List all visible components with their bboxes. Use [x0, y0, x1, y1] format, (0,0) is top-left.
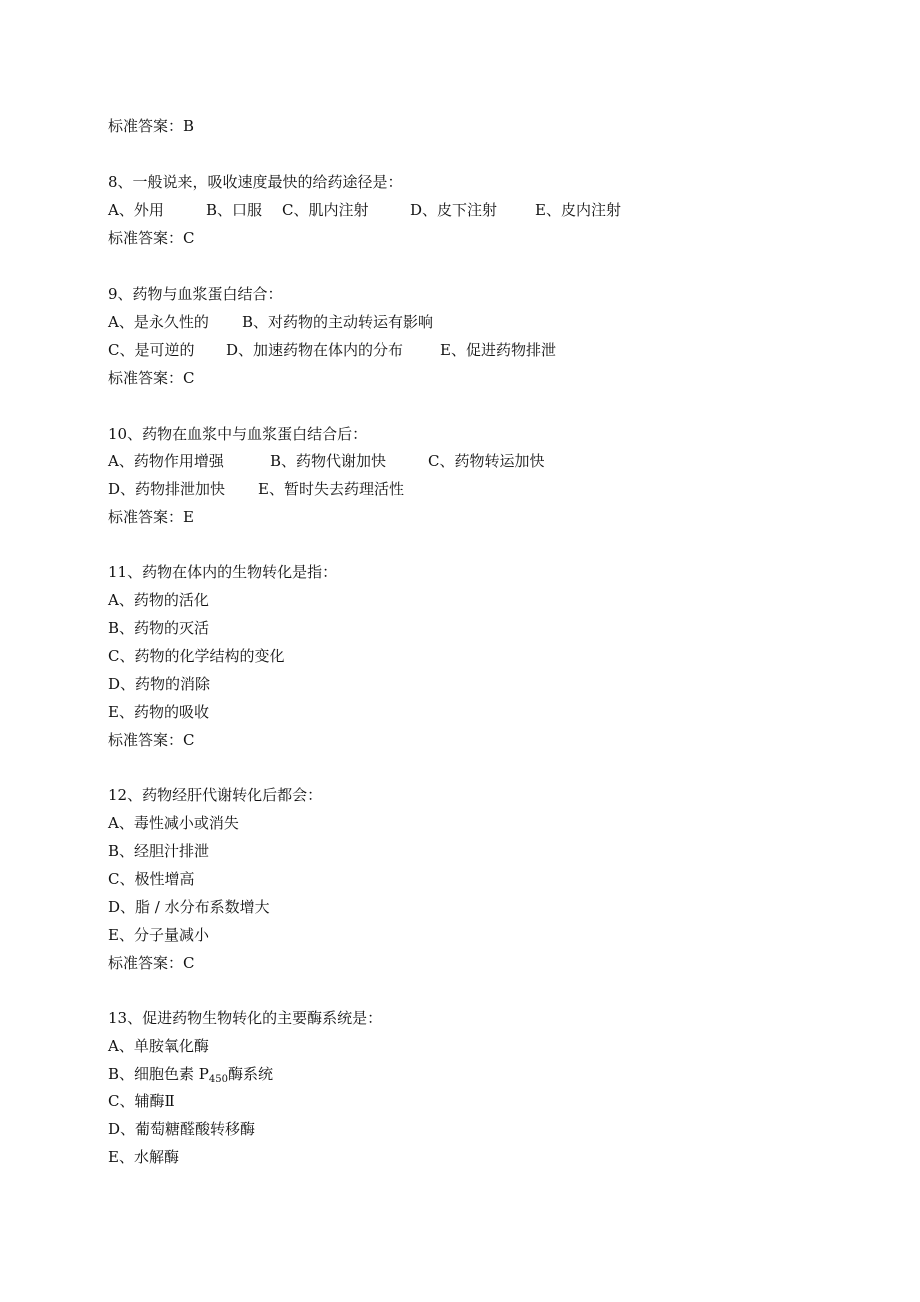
question-8-options [108, 200, 621, 220]
question-10-options-row1 [108, 451, 544, 471]
q8-option-d: D、皮下注射 [410, 201, 498, 219]
q13-option-b-subscript: 450 [208, 1074, 228, 1085]
q9-option-c: C、是可逆的 [108, 341, 195, 359]
answer-10: 标准答案：E [108, 508, 194, 526]
q11-option-e: E、药物的吸收 [108, 703, 209, 721]
question-12-stem: 12、药物经肝代谢转化后都会： [108, 786, 323, 804]
q11-option-b: B、药物的灭活 [108, 619, 210, 637]
question-10-stem: 10、药物在血浆中与血浆蛋白结合后： [108, 425, 368, 443]
q13-option-b-prefix: B、细胞色素 P [108, 1065, 209, 1083]
q9-option-a: A、是永久性的 [108, 313, 209, 331]
q9-option-d: D、加速药物在体内的分布 [226, 341, 404, 359]
q10-option-e: E、暂时失去药理活性 [258, 480, 404, 498]
answer-7: 标准答案：B [108, 117, 195, 135]
q8-option-b: B、口服 [206, 201, 263, 219]
q8-option-a: A、外用 [108, 201, 164, 219]
q8-option-e: E、皮内注射 [535, 201, 621, 219]
answer-9: 标准答案：C [108, 369, 195, 387]
q10-option-b: B、药物代谢加快 [270, 452, 387, 470]
q9-option-b: B、对药物的主动转运有影响 [242, 313, 434, 331]
q13-option-b-suffix: 酶系统 [227, 1065, 273, 1083]
q10-option-d: D、药物排泄加快 [108, 480, 226, 498]
question-8-stem: 8、一般说来，吸收速度最快的给药途径是： [108, 173, 403, 191]
q12-option-a: A、毒性减小或消失 [108, 814, 239, 832]
q10-option-a: A、药物作用增强 [108, 452, 224, 470]
q13-option-a: A、单胺氧化酶 [108, 1037, 209, 1055]
question-9-stem: 9、药物与血浆蛋白结合： [108, 285, 283, 303]
q13-option-e: E、水解酶 [108, 1148, 179, 1166]
q12-option-b: B、经胆汁排泄 [108, 842, 210, 860]
question-13-stem: 13、促进药物生物转化的主要酶系统是： [108, 1009, 383, 1027]
q11-option-c: C、药物的化学结构的变化 [108, 647, 285, 665]
answer-12: 标准答案：C [108, 954, 195, 972]
answer-11: 标准答案：C [108, 731, 195, 749]
q12-option-e: E、分子量减小 [108, 926, 209, 944]
q10-option-c: C、药物转运加快 [428, 452, 545, 470]
q12-option-d: D、脂 / 水分布系数增大 [108, 898, 270, 916]
question-10-options-row2 [108, 479, 404, 499]
q13-option-b [108, 1064, 273, 1084]
q13-option-d: D、葡萄糖醛酸转移酶 [108, 1120, 256, 1138]
answer-8: 标准答案：C [108, 229, 195, 247]
q11-option-a: A、药物的活化 [108, 591, 209, 609]
q11-option-d: D、药物的消除 [108, 675, 211, 693]
q12-option-c: C、极性增高 [108, 870, 195, 888]
question-9-options-row2 [108, 340, 556, 360]
q9-option-e: E、促进药物排泄 [440, 341, 556, 359]
question-9-options-row1 [108, 312, 433, 332]
q8-option-c: C、肌内注射 [282, 201, 369, 219]
q13-option-c: C、辅酶Ⅱ [108, 1092, 175, 1110]
question-11-stem: 11、药物在体内的生物转化是指： [108, 563, 338, 581]
